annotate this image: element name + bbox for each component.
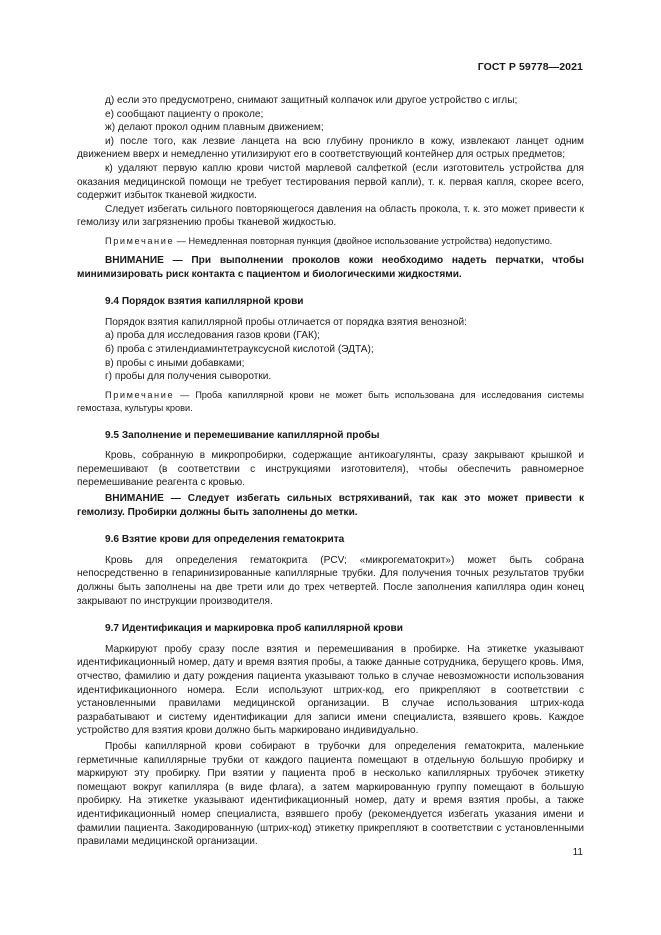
warning: ВНИМАНИЕ — Следует избегать сильных встряхиваний, так как это может привести к гемолизу. Пробирки должны быть заполнены до метки. bbox=[77, 493, 584, 518]
warning: ВНИМАНИЕ — При выполнении проколов кожи необходимо надеть перчатки, чтобы минимизировать риск контакта с пациентом и биологическими жидкостями. bbox=[77, 254, 584, 280]
note bbox=[77, 389, 584, 415]
paragraph: Пробы капиллярной крови собирают в трубочки для определения гематокрита, маленькие герметичные капиллярные трубки от каждого пациента помещают в отдельную большую пробирку и маркируют эту пробирку. При взятии у пациента проб в несколько капиллярных трубочек этикетку помещают вокруг капилляра (в виде флага), а затем маркированную группу помещают в большую пробирку. На этикетке указывают идентификационный номер, дату и время взятия пробы, а также идентификационный номер специалиста, взявшего пробу (рекомендуется избегать указания имени и фамилии пациента. Закодированную (штрих-код) этикетку прикрепляют в соответствии с установленными правилами медицинской организации. bbox=[77, 740, 584, 848]
list-item: в) пробы с иными добавками; bbox=[105, 357, 245, 369]
page-number: 11 bbox=[572, 847, 583, 858]
list-item: е) сообщают пациенту о проколе; bbox=[105, 108, 264, 120]
section-heading: 9.6 Взятие крови для определения гематокрита bbox=[105, 534, 345, 546]
document-body bbox=[77, 94, 584, 849]
section-heading: 9.4 Порядок взятия капиллярной крови bbox=[105, 296, 304, 308]
paragraph: Порядок взятия капиллярной пробы отличается от порядка взятия венозной: bbox=[105, 316, 467, 328]
document-code: ГОСТ Р 59778—2021 bbox=[477, 61, 583, 73]
note bbox=[77, 235, 584, 248]
section-heading: 9.7 Идентификация и маркировка проб капиллярной крови bbox=[105, 623, 403, 635]
section-heading: 9.5 Заполнение и перемешивание капиллярной пробы bbox=[105, 429, 380, 441]
paragraph: Маркируют пробу сразу после взятия и перемешивания в пробирке. На этикетке указывают идентификационный номер, дату и время взятия пробы, а также данные сотрудника, берущего кровь. Имя, отчество, фамилию и дату рождения пациента указывают только в случае невозможности использования идентификационного номера. Если используют штрих-код, его прикрепляют в соответствии с установленными правилами медицинской организации. В случае использования штрих-кода разрабатывают и систему идентификации для записи имени специалиста, взявшего кровь. Каждое устройство для взятия крови должно быть маркировано индивидуально. bbox=[77, 643, 584, 737]
list-item: д) если это предусмотрено, снимают защитный колпачок или другое устройство с иглы; bbox=[105, 95, 518, 106]
list-item: г) пробы для получения сыворотки. bbox=[105, 371, 272, 383]
note-text: — Немедленная повторная пункция (двойное использование устройства) недопустимо. bbox=[174, 235, 553, 246]
paragraph: Кровь, собранную в микропробирки, содержащие антикоагулянты, сразу закрывают крышкой и перемешивают (в соответствии с инструкциями изготовителя), чтобы обеспечить равномерное перемешивание реагента с кровью. bbox=[77, 450, 584, 489]
note-label: Примечание bbox=[105, 389, 175, 400]
list-item: к) удаляют первую каплю крови чистой марлевой салфеткой (если изготовитель устройства для оказания медицинской помощи не требует тестирования первой капли), т. к. первая капля, скорее всего, содержит избыток тканевой жидкости. bbox=[77, 162, 584, 202]
paragraph: Кровь для определения гематокрита (PCV; «микрогематокрит») может быть собрана непосредственно в гепаринизированные капиллярные трубки. Для получения точных результатов трубки должны быть заполнены на две трети или до трех четвертей. После заполнения капилляра один конец закрывают по инструкции производителя. bbox=[77, 554, 584, 607]
note-label: Примечание bbox=[105, 235, 175, 246]
list-item: а) проба для исследования газов крови (ГАК); bbox=[105, 330, 320, 342]
list-item: и) после того, как лезвие ланцета на всю глубину проникло в кожу, извлекают ланцет одним движением вверх и немедленно утилизируют его в соответствующий контейнер для острых предметов; bbox=[77, 135, 584, 161]
list-item: б) проба с этилендиаминтетрауксусной кислотой (ЭДТА); bbox=[105, 343, 374, 355]
list-item: ж) делают прокол одним плавным движением; bbox=[105, 122, 324, 134]
note-text: — Проба капиллярной крови не может быть использована для исследования системы гемостаза, культуры крови. bbox=[77, 389, 584, 413]
paragraph: Следует избегать сильного повторяющегося давления на область прокола, т. к. это может привести к гемолизу или загрязнению пробы тканевой жидкостью. bbox=[77, 203, 584, 229]
